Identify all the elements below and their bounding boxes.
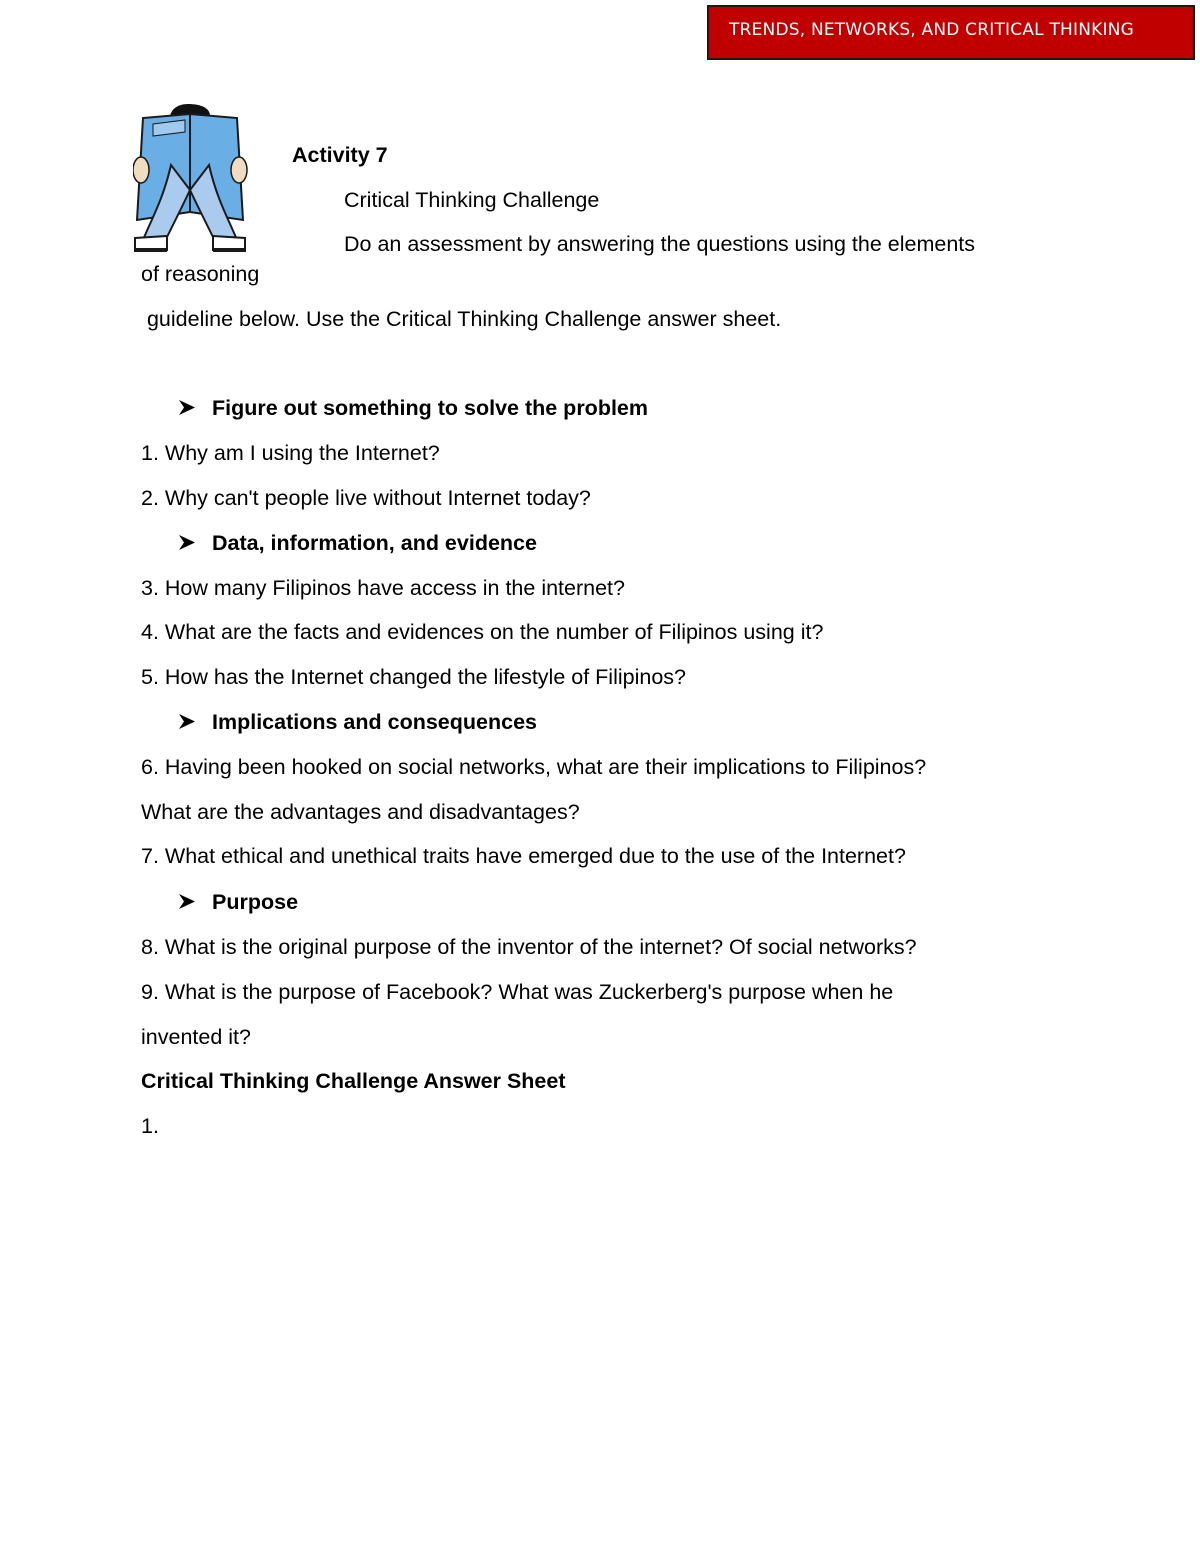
question-line: 9. What is the purpose of Facebook? What was Zuckerberg's purpose when he <box>141 980 894 1004</box>
question-line: 1. Why am I using the Internet? <box>141 441 440 465</box>
question-line: 4. What are the facts and evidences on the number of Filipinos using it? <box>141 620 824 644</box>
question-line: 3. How many Filipinos have access in the internet? <box>141 576 625 600</box>
question-line: What are the advantages and disadvantages? <box>141 800 580 824</box>
section-heading: Implications and consequences <box>212 710 537 734</box>
question-line: 5. How has the Internet changed the lifestyle of Filipinos? <box>141 665 686 689</box>
header-title: TRENDS, NETWORKS, AND CRITICAL THINKING <box>729 20 1134 40</box>
answer-item: 1. <box>141 1114 159 1138</box>
answer-sheet-title: Critical Thinking Challenge Answer Sheet <box>141 1069 566 1093</box>
arrow-bullet-icon <box>178 893 196 910</box>
activity-subtitle: Critical Thinking Challenge <box>344 188 600 212</box>
question-line: 7. What ethical and unethical traits have emerged due to the use of the Internet? <box>141 844 906 868</box>
activity-title: Activity 7 <box>292 143 388 167</box>
arrow-bullet-icon <box>178 534 196 551</box>
question-line: 8. What is the original purpose of the inventor of the internet? Of social networks? <box>141 935 917 959</box>
question-line: 2. Why can't people live without Internet today? <box>141 486 591 510</box>
section-heading: Purpose <box>212 890 299 914</box>
arrow-bullet-icon <box>178 399 196 416</box>
section-heading: Figure out something to solve the problem <box>212 396 648 420</box>
arrow-bullet-icon <box>178 713 196 730</box>
section-heading: Data, information, and evidence <box>212 531 537 555</box>
reading-person-icon <box>133 100 248 255</box>
question-line: invented it? <box>141 1025 251 1049</box>
instruction-line: of reasoning <box>141 262 260 286</box>
header-banner <box>707 5 1195 60</box>
question-line: 6. Having been hooked on social networks, what are their implications to Filipinos? <box>141 755 927 779</box>
instruction-line: guideline below. Use the Critical Thinking Challenge answer sheet. <box>141 307 782 331</box>
instruction-line: Do an assessment by answering the questions using the elements <box>344 232 976 256</box>
